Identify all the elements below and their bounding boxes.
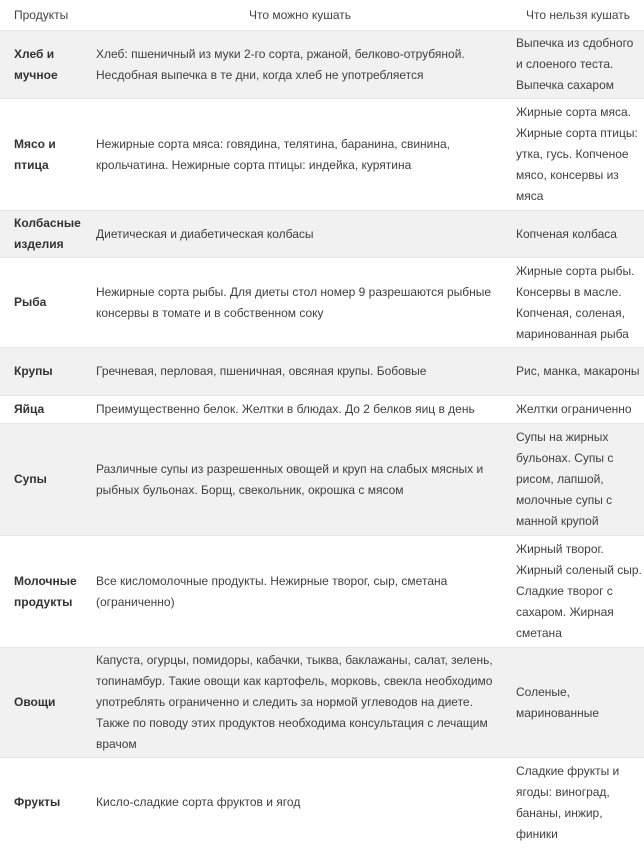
row-forbidden: Выпечка из сдобного и слоеного теста. Выпечка сахаром — [512, 31, 644, 99]
table-row — [0, 424, 644, 536]
table-row — [0, 258, 644, 348]
row-allowed: Нежирные сорта мяса: говядина, телятина, баранина, свинина, крольчатина. Нежирные сорта птицы: индейка, курятина — [88, 99, 512, 211]
row-forbidden: Рис, манка, макароны — [512, 348, 644, 396]
row-forbidden: Жирные сорта рыбы. Консервы в масле. Копченая, соленая, маринованная рыба — [512, 258, 644, 348]
row-allowed: Различные супы из разрешенных овощей и круп на слабых мясных и рыбных бульонах. Борщ, свекольник, окрошка с мясом — [88, 424, 512, 536]
row-allowed: Преимущественно белок. Желтки в блюдах. До 2 белков яиц в день — [88, 396, 512, 424]
row-allowed: Капуста, огурцы, помидоры, кабачки, тыква, баклажаны, салат, зелень, топинамбур. Такие овощи как картофель, морковь, свекла необходимо употреблять ограниченно и следить за нормой углеводов на диете. Также по поводу этих продуктов необходима консультация с лечащим врачом — [88, 648, 512, 758]
row-allowed: Диетическая и диабетическая колбасы — [88, 211, 512, 258]
table-row — [0, 536, 644, 648]
row-category: Супы — [0, 424, 88, 536]
row-allowed: Хлеб: пшеничный из муки 2-го сорта, ржаной, белково-отрубяной. Несдобная выпечка в те дни, когда хлеб не употребляется — [88, 31, 512, 99]
row-forbidden: Соленые, маринованные — [512, 648, 644, 758]
row-allowed: Все кисломолочные продукты. Нежирные творог, сыр, сметана (ограниченно) — [88, 536, 512, 648]
row-allowed: Нежирные сорта рыбы. Для диеты стол номер 9 разрешаются рыбные консервы в томате и в собственном соку — [88, 258, 512, 348]
header-products: Продукты — [0, 0, 88, 31]
table-row — [0, 758, 644, 848]
row-allowed: Гречневая, перловая, пшеничная, овсяная крупы. Бобовые — [88, 348, 512, 396]
header-allowed: Что можно кушать — [88, 0, 512, 31]
header-forbidden: Что нельзя кушать — [512, 0, 644, 31]
table-row — [0, 99, 644, 211]
table-row — [0, 648, 644, 758]
row-forbidden: Желтки ограниченно — [512, 396, 644, 424]
row-forbidden: Жирный творог. Жирный соленый сыр. Сладкие творог с сахаром. Жирная сметана — [512, 536, 644, 648]
row-category: Хлеб и мучное — [0, 31, 88, 99]
table-row — [0, 211, 644, 258]
row-category: Крупы — [0, 348, 88, 396]
row-category: Колбасные изделия — [0, 211, 88, 258]
row-forbidden: Сладкие фрукты и ягоды: виноград, бананы, инжир, финики — [512, 758, 644, 848]
header-row — [0, 0, 644, 31]
row-category: Рыба — [0, 258, 88, 348]
table-row — [0, 348, 644, 396]
row-category: Молочные продукты — [0, 536, 88, 648]
row-category: Яйца — [0, 396, 88, 424]
row-category: Мясо и птица — [0, 99, 88, 211]
table-row — [0, 396, 644, 424]
row-forbidden: Жирные сорта мяса. Жирные сорта птицы: утка, гусь. Копченое мясо, консервы из мяса — [512, 99, 644, 211]
row-forbidden: Копченая колбаса — [512, 211, 644, 258]
row-allowed: Кисло-сладкие сорта фруктов и ягод — [88, 758, 512, 848]
row-forbidden: Супы на жирных бульонах. Супы с рисом, лапшой, молочные супы с манной крупой — [512, 424, 644, 536]
row-category: Овощи — [0, 648, 88, 758]
table-row — [0, 31, 644, 99]
row-category: Фрукты — [0, 758, 88, 848]
